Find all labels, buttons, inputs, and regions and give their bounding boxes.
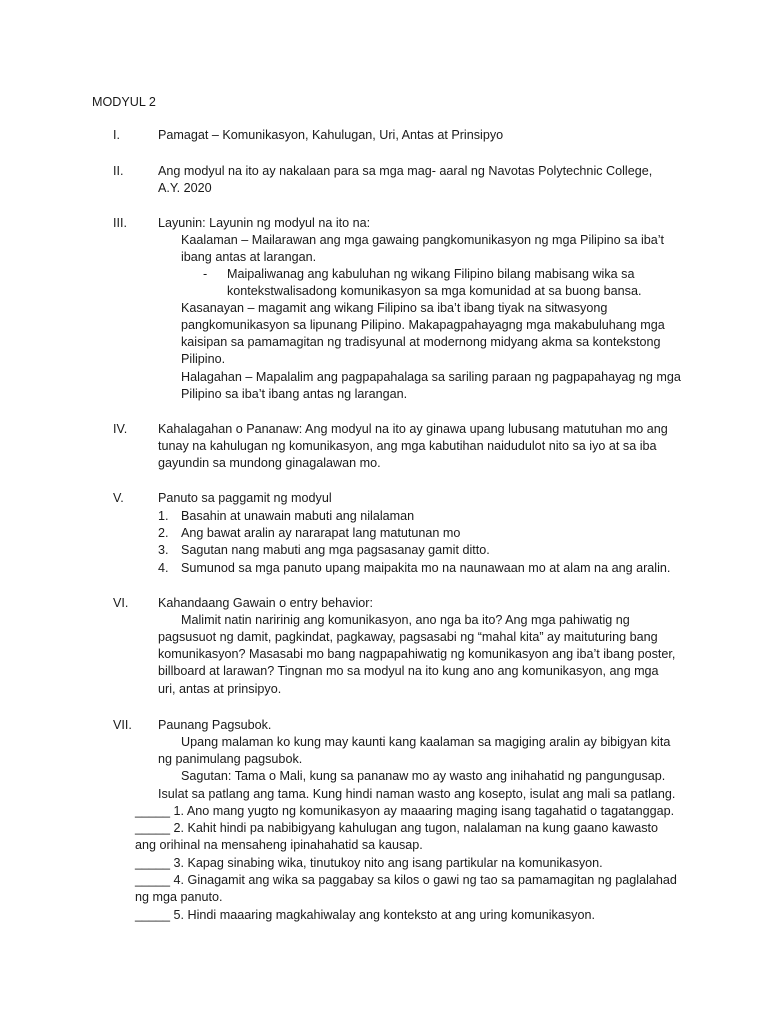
section-3-line: Pilipino. (181, 352, 226, 366)
section-4-line: gayundin sa mundong ginagalawan mo. (158, 456, 381, 470)
quiz-item-continuation: ang orihinal na mensaheng ipinahahatid sa kausap. (135, 838, 423, 852)
quiz-item: _____ 1. Ano mang yugto ng komunikasyon ay maaaring maging isang tagahatid o tagatanggap. (135, 804, 675, 818)
section-2-line: A.Y. 2020 (158, 181, 212, 195)
list-item: Sumunod sa mga panuto upang maipakita mo na naunawaan mo at alam na ang aralin. (181, 561, 671, 575)
section-7-heading: Paunang Pagsubok. (158, 718, 272, 732)
quiz-item: _____ 3. Kapag sinabing wika, tinutukoy nito ang isang partikular na komunikasyon. (135, 856, 603, 870)
section-3-line: kontekstwalisadong komunikasyon sa mga komunidad at sa buong bansa. (227, 284, 642, 298)
section-3-line: Pilipino sa iba’t ibang antas ng larangan. (181, 387, 408, 401)
section-7-line: Sagutan: Tama o Mali, kung sa pananaw mo ay wasto ang inihahatid ng pangungusap. (181, 769, 666, 783)
list-number: 3. (158, 543, 169, 557)
section-7-numeral: VII. (113, 718, 132, 732)
section-6-line: uri, antas at prinsipyo. (158, 682, 282, 696)
list-number: 1. (158, 509, 169, 523)
list-item: Ang bawat aralin ay nararapat lang matutunan mo (181, 526, 461, 540)
quiz-item-continuation: ng mga panuto. (135, 890, 223, 904)
section-6-line: pagsusuot ng damit, pagkindat, pagkaway, pagsasabi ng “mahal kita” ay maituturing bang (158, 630, 658, 644)
module-title: MODYUL 2 (92, 95, 156, 109)
section-1-text: Pamagat – Komunikasyon, Kahulugan, Uri, Antas at Prinsipyo (158, 128, 504, 142)
section-3-line: kaisipan sa pamamagitan ng tradisyunal at modernong midyang akma sa kontekstong (181, 335, 661, 349)
bullet-dash: - (203, 267, 208, 281)
list-number: 2. (158, 526, 169, 540)
section-4-line: Kahalagahan o Pananaw: Ang modyul na ito ay ginawa upang lubusang matutuhan mo ang (158, 422, 668, 436)
section-6-line: billboard at larawan? Tingnan mo sa modyul na ito kung ano ang komunikasyon, ang mga (158, 664, 659, 678)
section-6-line: Malimit natin naririnig ang komunikasyon, ano nga ba ito? Ang mga pahiwatig ng (181, 613, 630, 627)
list-item: Basahin at unawain mabuti ang nilalaman (181, 509, 415, 523)
section-3-line: Halagahan – Mapalalim ang pagpapahalaga sa sariling paraan ng pagpapahayag ng mga (181, 370, 681, 384)
section-3-line: Kaalaman – Mailarawan ang mga gawaing pangkomunikasyon ng mga Pilipino sa iba’t (181, 233, 665, 247)
section-3-line: pangkomunikasyon sa lipunang Pilipino. Makapagpahayagng mga makabuluhang mga (181, 318, 665, 332)
section-6-heading: Kahandaang Gawain o entry behavior: (158, 596, 373, 610)
section-7-line: ng panimulang pagsubok. (158, 752, 303, 766)
section-5-numeral: V. (113, 491, 124, 505)
section-1-numeral: I. (113, 128, 120, 142)
section-7-line: Isulat sa patlang ang tama. Kung hindi naman wasto ang kosepto, isulat ang mali sa patlang. (158, 787, 676, 801)
section-3-heading: Layunin: Layunin ng modyul na ito na: (158, 216, 371, 230)
quiz-item: _____ 2. Kahit hindi pa nabibigyang kahulugan ang tugon, nalalaman na kung gaano kawasto (135, 821, 659, 835)
section-5-heading: Panuto sa paggamit ng modyul (158, 491, 332, 505)
section-3-numeral: III. (113, 216, 127, 230)
section-4-numeral: IV. (113, 422, 128, 436)
section-6-numeral: VI. (113, 596, 129, 610)
list-item: Sagutan nang mabuti ang mga pagsasanay gamit ditto. (181, 543, 490, 557)
section-3-line: Kasanayan – magamit ang wikang Filipino sa iba’t ibang tiyak na sitwasyong (181, 301, 608, 315)
section-3-line: Maipaliwanag ang kabuluhan ng wikang Filipino bilang mabisang wika sa (227, 267, 635, 281)
section-7-line: Upang malaman ko kung may kaunti kang kaalaman sa magiging aralin ay bibigyan kita (181, 735, 671, 749)
section-4-line: tunay na kahulugan ng komunikasyon, ang mga kabutihan naidudulot nito sa iyo at sa iba (158, 439, 657, 453)
section-6-line: komunikasyon? Masasabi mo bang nagpapahiwatig ng komunikasyon ang iba’t ibang poster, (158, 647, 676, 661)
section-2-numeral: II. (113, 164, 124, 178)
quiz-item: _____ 5. Hindi maaaring magkahiwalay ang konteksto at ang uring komunikasyon. (135, 908, 595, 922)
quiz-item: _____ 4. Ginagamit ang wika sa paggabay sa kilos o gawi ng tao sa pamamagitan ng paglalahad (135, 873, 677, 887)
list-number: 4. (158, 561, 169, 575)
section-2-line: Ang modyul na ito ay nakalaan para sa mga mag- aaral ng Navotas Polytechnic College, (158, 164, 653, 178)
section-3-line: ibang antas at larangan. (181, 250, 317, 264)
